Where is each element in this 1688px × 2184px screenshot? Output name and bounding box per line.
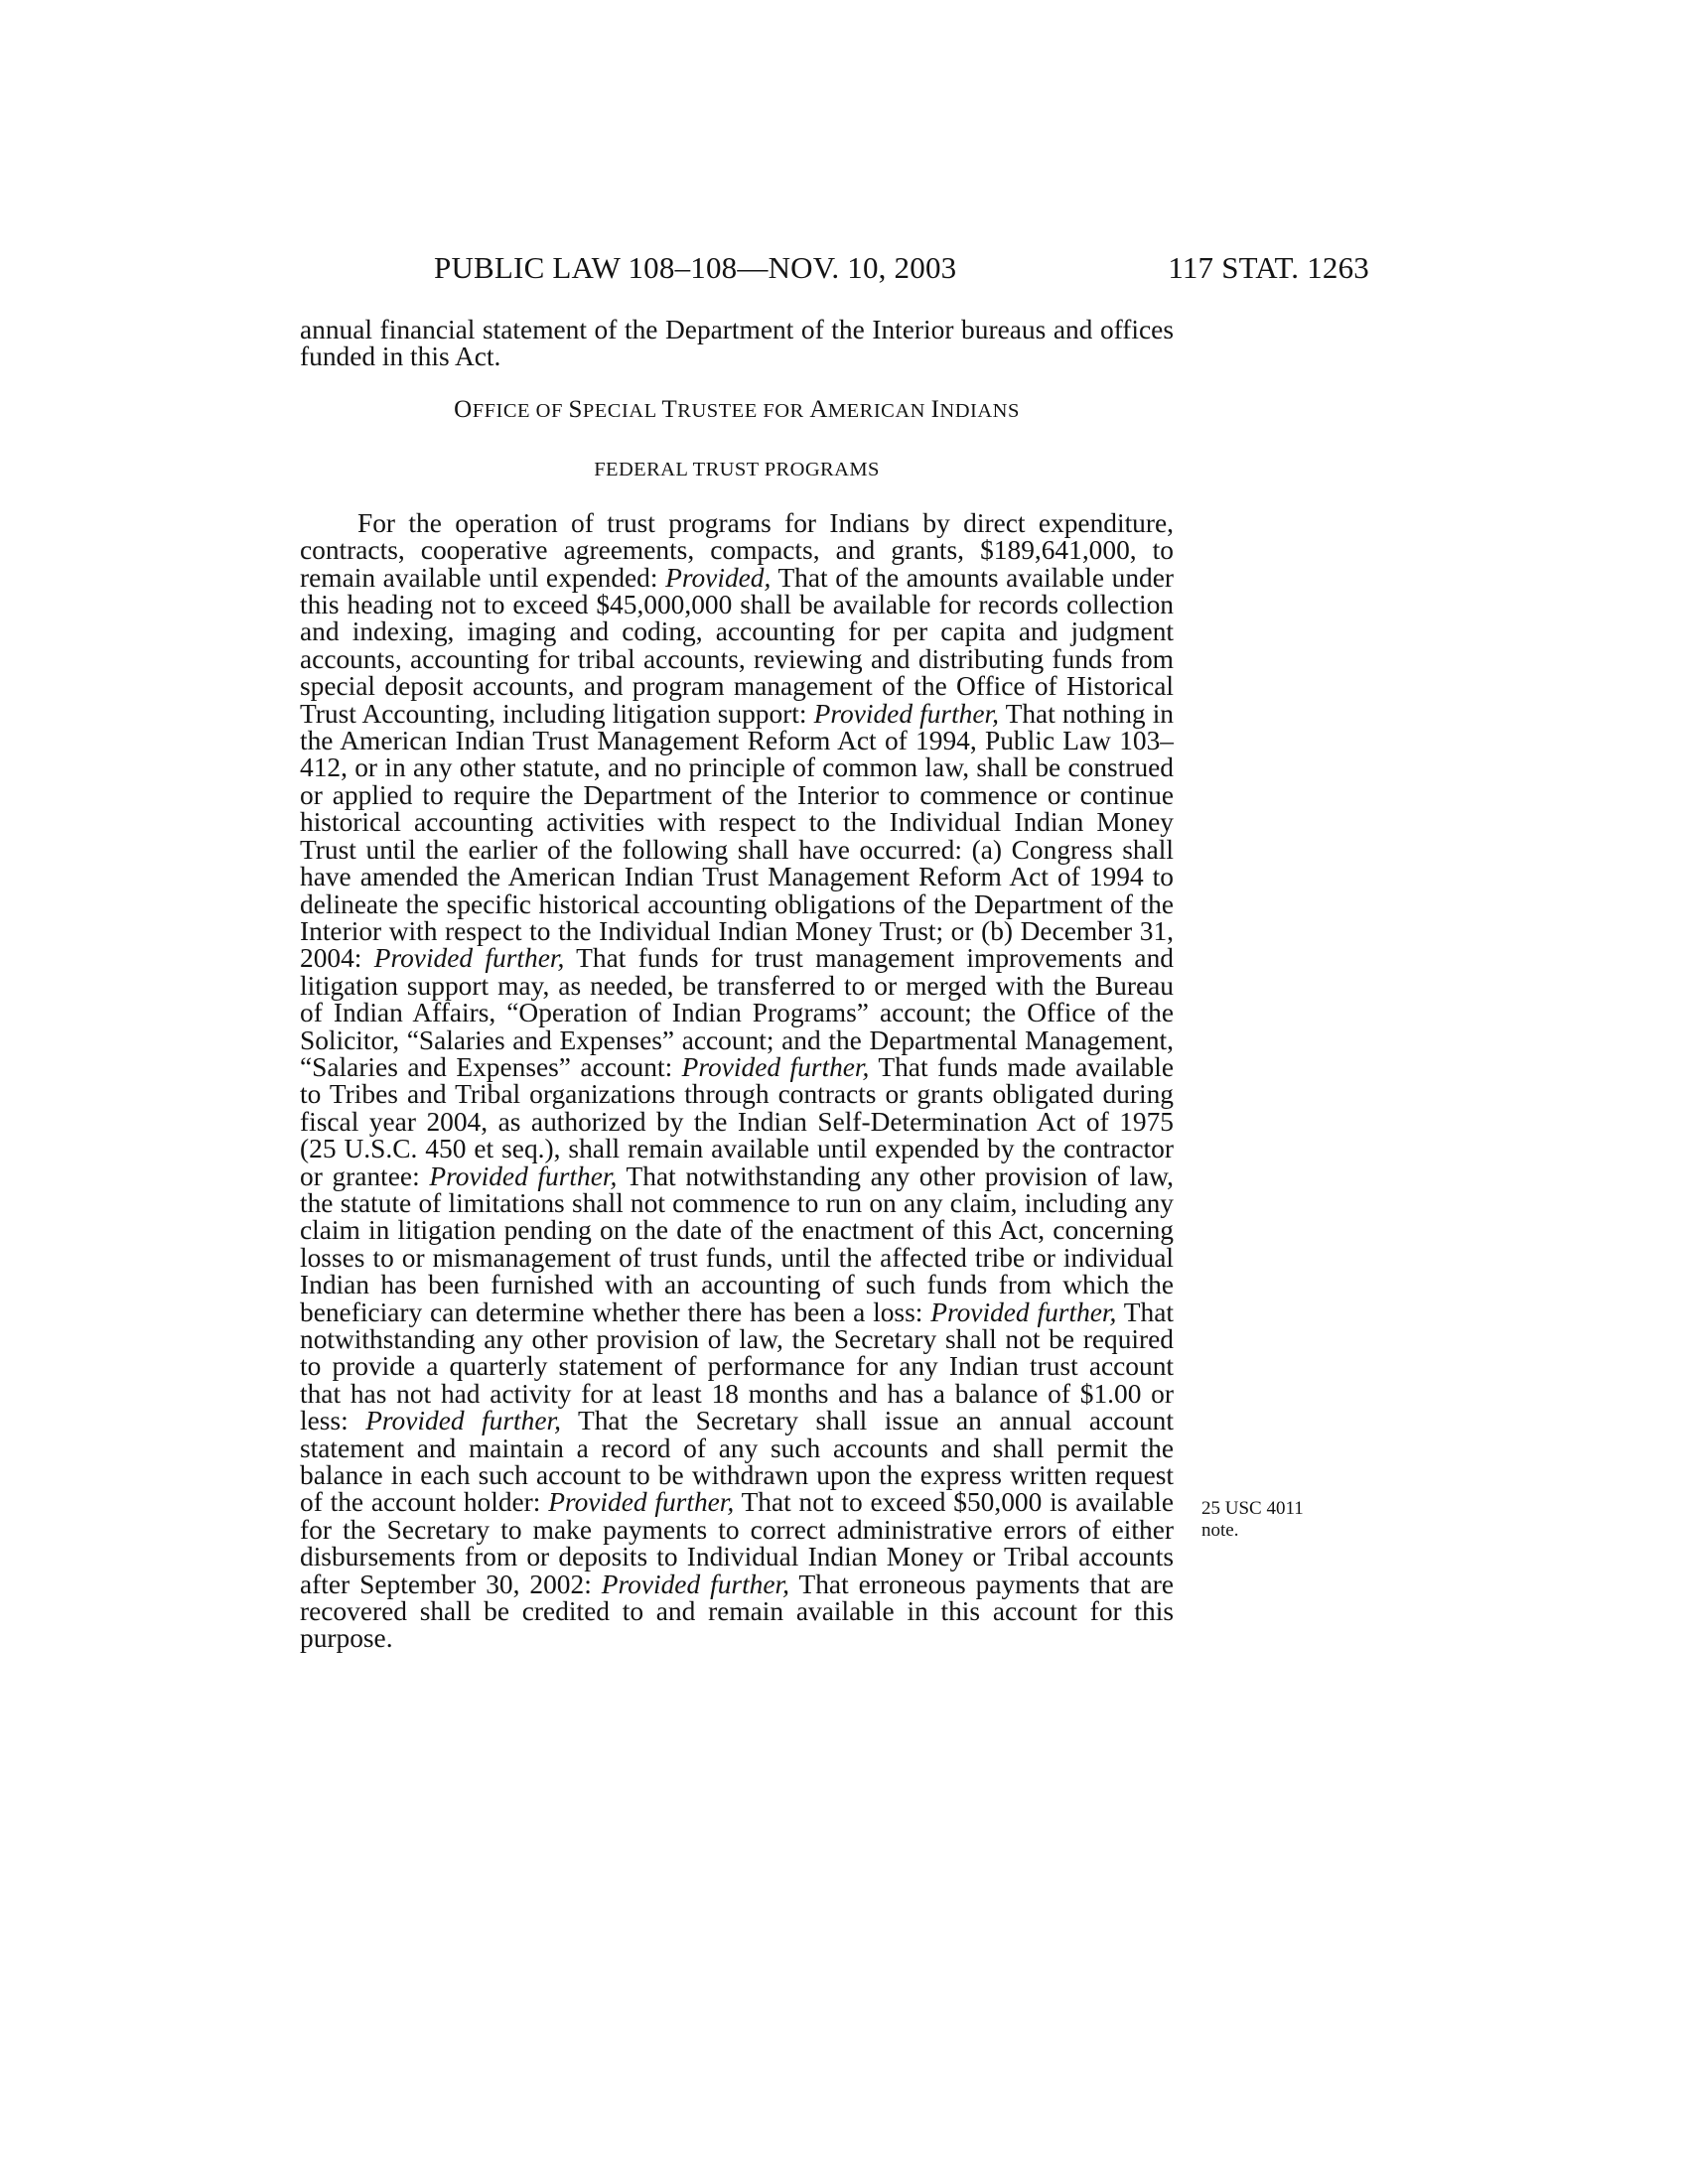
heading-office-small: RUSTEE FOR xyxy=(677,399,810,422)
text-segment: That funds made available to Tribes and Tribal organizations through contracts or grants obligated during fiscal year 2004, as authorized by the Indian Self-Determination Act of 1975 (25 U.S.C. 450 et seq.), shall remain available until expended by the contractor or grantee: xyxy=(300,1051,1174,1191)
proviso-label: Provided further, xyxy=(930,1297,1117,1327)
proviso-label: Provided further, xyxy=(429,1160,618,1191)
heading-office-small: FFICE OF xyxy=(472,399,569,422)
margin-note-citation: 25 USC 4011 xyxy=(1201,1498,1304,1519)
text-segment: That erroneous payments that are recovered shall be credited to and remain available in this account for this purpose. xyxy=(300,1569,1174,1654)
heading-office-cap: A xyxy=(809,395,828,423)
text-segment: That notwithstanding any other provision of law, the statute of limitations shall not commence to run on any claim, including any claim in litigation pending on the date of the enactment of this Act, concerning losses to or mismanagement of trust funds, until the affected tribe or individual Indian has been furnished with an accounting of such funds from which the beneficiary can determine whether there has been a loss: xyxy=(300,1160,1175,1327)
running-head-title: PUBLIC LAW 108–108—NOV. 10, 2003 xyxy=(434,250,957,285)
heading-office-small: NDIANS xyxy=(939,399,1020,422)
text-segment: That notwithstanding any other provision of law, the Secretary shall not be required to provide a quarterly statement of performance for any Indian trust account that has not had activity for at least 18 months and has a balance of $1.00 or less: xyxy=(300,1297,1174,1436)
proviso-label: Provided further, xyxy=(548,1487,735,1518)
text-segment: That of the amounts available under this heading not to exceed $45,000,000 shall be available for records collection and indexing, imaging and coding, accounting for per capita and judgment accounts, accounting for tribal accounts, reviewing and distributing funds from special deposit accounts, and program management of the Office of Historical Trust Accounting, including litigation support: xyxy=(300,562,1174,729)
proviso-label: Provided further, xyxy=(681,1051,870,1082)
proviso-label: Provided further, xyxy=(601,1569,790,1599)
heading-office-cap: I xyxy=(930,395,940,423)
heading-office-cap: O xyxy=(454,395,473,423)
proviso-label: Provided further, xyxy=(365,1406,561,1436)
running-head xyxy=(434,248,1369,288)
appropriation-paragraph xyxy=(300,507,1175,1654)
heading-office-small: PECIAL xyxy=(582,399,662,422)
heading-office-small: MERICAN xyxy=(827,399,931,422)
proviso-label: Provided further, xyxy=(813,698,1000,729)
margin-note-label: note. xyxy=(1201,1520,1239,1541)
proviso-label: Provided, xyxy=(665,562,772,593)
text-segment: That not to exceed $50,000 is available for the Secretary to make payments to correct administrative errors of either disbursements from or deposits to Individual Indian Money or Tribal accounts after September 30, 2002: xyxy=(300,1487,1174,1599)
proviso-label: Provided further, xyxy=(373,943,565,974)
section-heading-office xyxy=(300,371,1174,451)
text-segment: For the operation of trust programs for Indians by direct expenditure, contracts, cooperative agreements, compacts, and grants, $189,641,000, to remain available until expended: xyxy=(300,507,1174,593)
subheading-federal-trust-programs: FEDERAL TRUST PROGRAMS xyxy=(594,458,880,480)
margin-note xyxy=(1201,1498,1340,1542)
heading-office-cap: S xyxy=(568,395,583,423)
heading-office-cap: T xyxy=(661,395,678,423)
carryover-paragraph: annual financial statement of the Department of the Interior bureaus and offices funded in this Act. xyxy=(300,315,1174,372)
body-text-column xyxy=(300,317,1174,1653)
text-segment: That nothing in the American Indian Trust Management Reform Act of 1994, Public Law 103–412, or in any other statute, and no principle of common law, shall be construed or applied to require the Department of the Interior to commence or continue historical accounting activities with respect to the Individual Indian Money Trust until the earlier of the following shall have occurred: (a) Congress shall have amended the American Indian Trust Management Reform Act of 1994 to delineate the specific historical accounting obligations of the Department of the Interior with respect to the Individual Indian Money Trust; or (b) December 31, 2004: xyxy=(300,698,1175,974)
statute-page-number: 117 STAT. 1263 xyxy=(1168,250,1369,285)
text-segment: That funds for trust management improvements and litigation support may, as needed, be transferred to or merged with the Bureau of Indian Affairs, “Operation of Indian Programs” account; the Office of the Solicitor, “Salaries and Expenses” account; and the Departmental Management, “Salaries and Expenses” account: xyxy=(300,943,1174,1082)
text-segment: That the Secretary shall issue an annual account statement and maintain a record of any such accounts and shall permit the balance in each such account to be withdrawn upon the express written request of the account holder: xyxy=(300,1406,1174,1518)
